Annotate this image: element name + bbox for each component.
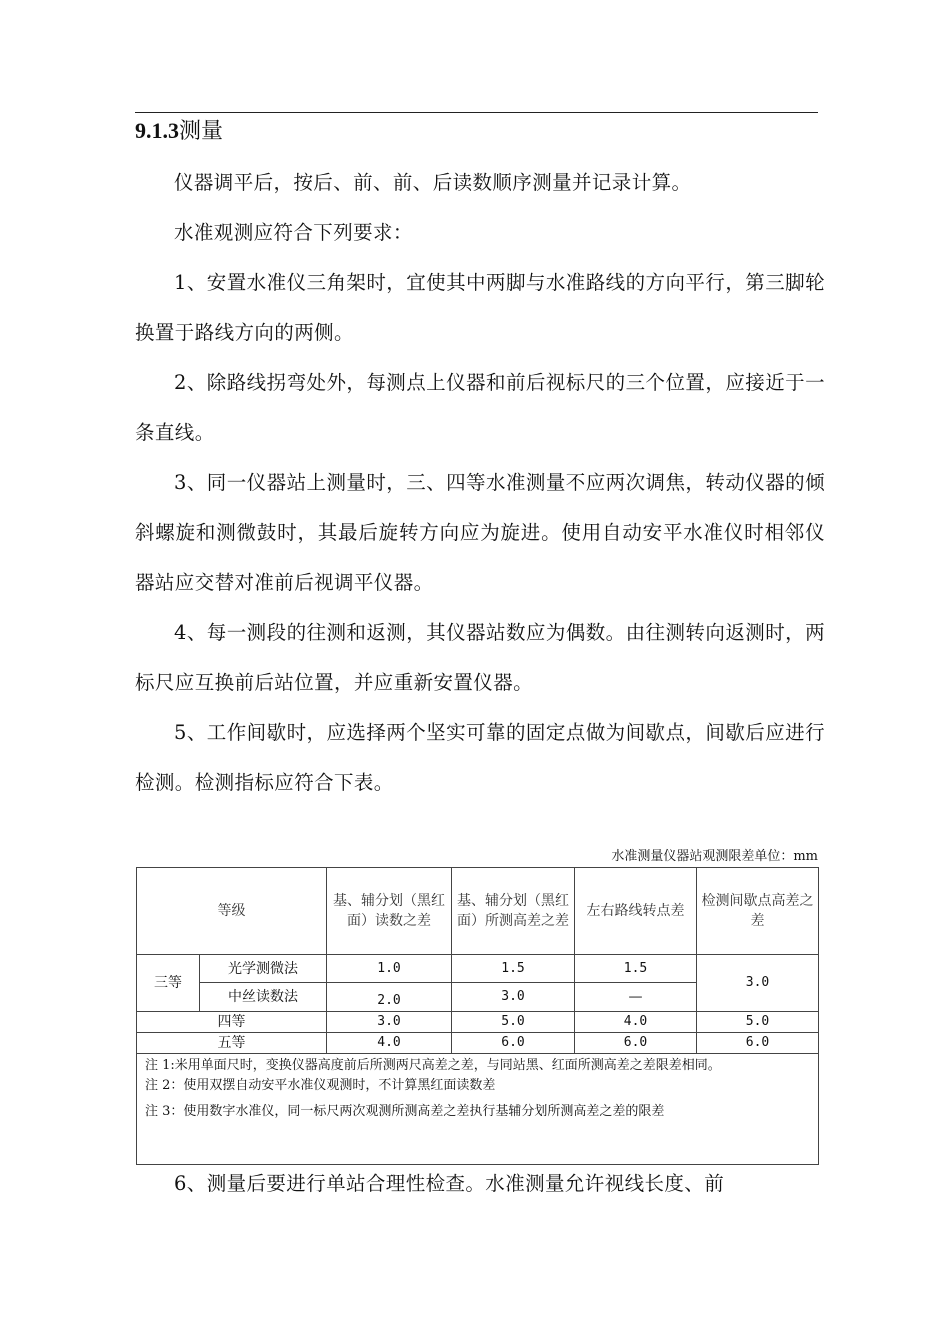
- header-grade: 等级: [137, 868, 327, 955]
- method-cell: 光学测微法: [200, 955, 327, 983]
- header-reading-diff: 基、辅分划（黑红面）读数之差: [327, 868, 452, 955]
- table-notes-row: [137, 1054, 819, 1165]
- header-intermission-diff: 检测间歇点高差之差: [697, 868, 819, 955]
- value-cell: 6.0: [452, 1033, 575, 1054]
- value-cell: 5.0: [452, 1012, 575, 1033]
- table-row: [137, 1033, 819, 1054]
- grade3-cell: 三等: [137, 955, 200, 1012]
- header-rule: [135, 112, 818, 113]
- section-heading: [135, 117, 223, 146]
- section-title: 测量: [179, 119, 224, 144]
- value-cell: —: [575, 983, 697, 1012]
- paragraph: 水准观测应符合下列要求：: [174, 221, 413, 244]
- grade-cell: 五等: [137, 1033, 327, 1054]
- paragraph: 4、每一测段的往测和返测，其仪器站数应为偶数。由往测转向返测时，两标尺应互换前后站位置，并应重新安置仪器。: [135, 621, 825, 694]
- section-number: 9.1.3: [135, 118, 179, 143]
- method-cell: 中丝读数法: [200, 983, 327, 1012]
- paragraph: 2、除路线拐弯处外，每测点上仪器和前后视标尺的三个位置，应接近于一条直线。: [135, 371, 825, 444]
- grade-cell: 四等: [137, 1012, 327, 1033]
- value-cell: 4.0: [327, 1033, 452, 1054]
- value-cell: 4.0: [575, 1012, 697, 1033]
- paragraph: 5、工作间歇时，应选择两个坚实可靠的固定点做为间歇点，间歇后应进行检测。检测指标应符合下表。: [135, 721, 825, 794]
- value-cell: 1.5: [452, 955, 575, 983]
- value-cell: 3.0: [452, 983, 575, 1012]
- body-text-continued: [135, 1164, 825, 1204]
- body-text: [135, 158, 825, 808]
- notes-cell: [137, 1054, 819, 1165]
- table-header-row: [137, 868, 819, 955]
- table-caption: 水准测量仪器站观测限差单位：mm: [611, 849, 818, 864]
- paragraph: 1、安置水准仪三角架时，宜使其中两脚与水准路线的方向平行，第三脚轮换置于路线方向的两侧。: [135, 271, 825, 344]
- value-cell: 6.0: [697, 1033, 819, 1054]
- table-row: [137, 955, 819, 983]
- value-cell: 2.0: [327, 983, 452, 1012]
- value-cell: 5.0: [697, 1012, 819, 1033]
- table-note: 注 3：使用数字水准仪，同一标尺两次观测所测高差之差执行基辅分划所测高差之差的限差: [145, 1104, 665, 1119]
- value-cell: 3.0: [327, 1012, 452, 1033]
- value-cell: 1.5: [575, 955, 697, 983]
- observation-limits-table: [136, 867, 819, 1165]
- paragraph: 6、测量后要进行单站合理性检查。水准测量允许视线长度、前: [174, 1172, 725, 1195]
- header-turning-point-diff: 左右路线转点差: [575, 868, 697, 955]
- value-cell: 6.0: [575, 1033, 697, 1054]
- value-cell: 1.0: [327, 955, 452, 983]
- table-row: [137, 1012, 819, 1033]
- table-note: 注 2：使用双摆自动安平水准仪观测时，不计算黑红面读数差: [145, 1078, 496, 1093]
- paragraph: 仪器调平后，按后、前、前、后读数顺序测量并记录计算。: [174, 171, 692, 194]
- header-height-diff: 基、辅分划（黑红面）所测高差之差: [452, 868, 575, 955]
- table-note: 注 1:米用单面尺时，变换仪器高度前后所测两尺高差之差，与同站黑、红面所测高差之差限差相同。: [145, 1058, 721, 1073]
- paragraph: 3、同一仪器站上测量时，三、四等水准测量不应两次调焦，转动仪器的倾斜螺旋和测微鼓时，其最后旋转方向应为旋进。使用自动安平水准仪时相邻仪器站应交替对准前后视调平仪器。: [135, 471, 825, 594]
- value-cell: 3.0: [697, 955, 819, 1012]
